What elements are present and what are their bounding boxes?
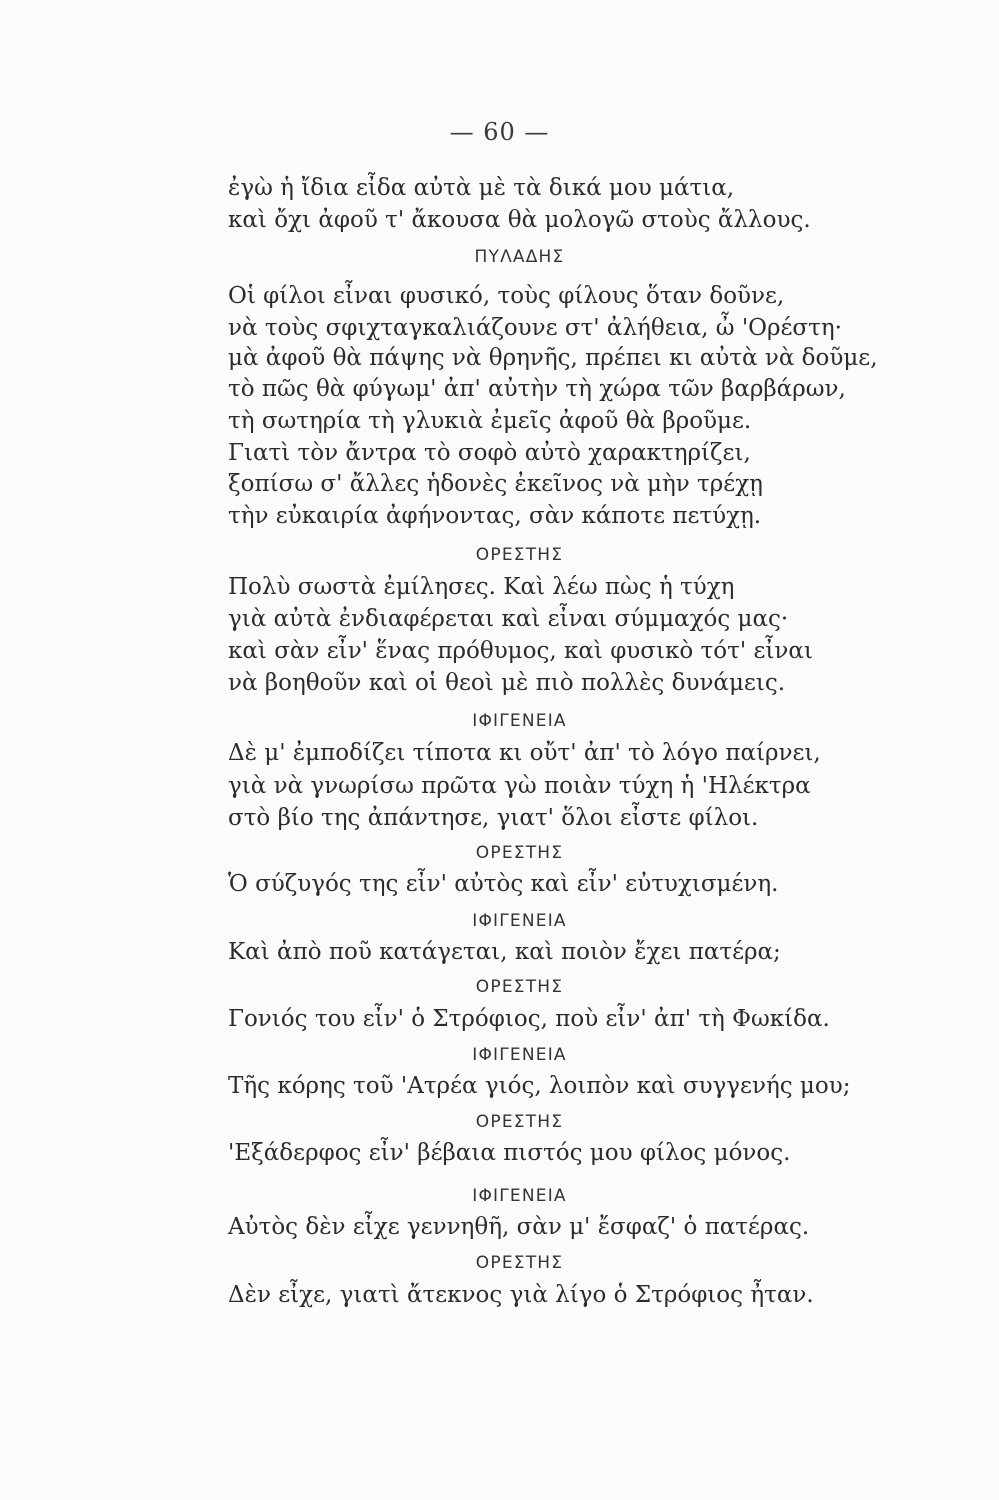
verse-line: στὸ βίο της ἀπάντησε, γιατ' ὅλοι εἶστε φίλοι. [228, 805, 759, 831]
verse-line: Πολὺ σωστὰ ἐμίλησες. Καὶ λέω πὼς ἡ τύχη [228, 574, 735, 600]
speaker-name: ΙΦΙΓΕΝΕΙΑ [472, 711, 567, 731]
verse-line: τὴν εὐκαιρία ἀφήνοντας, σὰν κάποτε πετύχῃ. [228, 503, 762, 529]
speaker-name: ΠΥΛΑΔΗΣ [474, 247, 565, 267]
verse-line: Οἱ φίλοι εἶναι φυσικό, τοὺς φίλους ὅταν δοῦνε, [228, 283, 785, 309]
speaker-name: ΙΦΙΓΕΝΕΙΑ [472, 1045, 567, 1065]
speaker-name: ΟΡΕΣΤΗΣ [475, 1112, 564, 1132]
verse-line: Αὐτὸς δὲν εἶχε γεννηθῆ, σὰν μ' ἔσφαζ' ὁ πατέρας. [228, 1214, 810, 1240]
speaker-name: ΟΡΕΣΤΗΣ [475, 977, 564, 997]
verse-line: Καὶ ἀπὸ ποῦ κατάγεται, καὶ ποιὸν ἔχει πατέρα; [228, 939, 781, 965]
verse-line: μὰ ἀφοῦ θὰ πάψης νὰ θρηνῆς, πρέπει κι αὐτὰ νὰ δοῦμε, [228, 345, 878, 371]
speaker-name: ΟΡΕΣΤΗΣ [475, 545, 564, 565]
verse-line: γιὰ νὰ γνωρίσω πρῶτα γὼ ποιὰν τύχη ἡ 'Ηλέκτρα [228, 773, 811, 799]
verse-line: Δὲν εἶχε, γιατὶ ἄτεκνος γιὰ λίγο ὁ Στρόφιος ἦταν. [228, 1282, 814, 1308]
verse-line: Γονιός του εἶν' ὁ Στρόφιος, ποὺ εἶν' ἀπ' τὴ Φωκίδα. [228, 1006, 830, 1032]
verse-line: καὶ ὄχι ἀφοῦ τ' ἄκουσα θὰ μολογῶ στοὺς ἄλλους. [228, 207, 811, 233]
verse-line: ξοπίσω σ' ἄλλες ἡδονὲς ἐκεῖνος νὰ μὴν τρέχῃ [228, 471, 763, 497]
verse-line: 'Εξάδερφος εἶν' βέβαια πιστός μου φίλος μόνος. [228, 1140, 791, 1166]
verse-line: καὶ σὰν εἶν' ἕνας πρόθυμος, καὶ φυσικὸ τότ' εἶναι [228, 638, 813, 664]
verse-line: Τῆς κόρης τοῦ 'Ατρέα γιός, λοιπὸν καὶ συγγενής μου; [228, 1073, 851, 1099]
speaker-name: ΙΦΙΓΕΝΕΙΑ [472, 1186, 567, 1206]
verse-line: ἐγὼ ἡ ἴδια εἶδα αὐτὰ μὲ τὰ δικά μου μάτια, [228, 175, 735, 201]
speaker-name: ΟΡΕΣΤΗΣ [475, 843, 564, 863]
verse-line: τὸ πῶς θὰ φύγωμ' ἀπ' αὐτὴν τὴ χώρα τῶν βαρβάρων, [228, 376, 846, 402]
verse-line: Γιατὶ τὸν ἄντρα τὸ σοφὸ αὐτὸ χαρακτηρίζει, [228, 440, 751, 466]
verse-line: νὰ βοηθοῦν καὶ οἱ θεοὶ μὲ πιὸ πολλὲς δυνάμεις. [228, 670, 786, 696]
verse-line: Δὲ μ' ἐμποδίζει τίποτα κι οὔτ' ἀπ' τὸ λόγο παίρνει, [228, 740, 821, 766]
verse-line: τὴ σωτηρία τὴ γλυκιὰ ἐμεῖς ἀφοῦ θὰ βροῦμε. [228, 408, 752, 434]
verse-line: νὰ τοὺς σφιχταγκαλιάζουνε στ' ἀλήθεια, ὦ 'Ορέστη· [228, 315, 842, 341]
speaker-name: ΟΡΕΣΤΗΣ [475, 1253, 564, 1273]
page-number: — 60 — [449, 118, 550, 146]
verse-line: Ὁ σύζυγός της εἶν' αὐτὸς καὶ εἶν' εὐτυχισμένη. [228, 871, 779, 897]
speaker-name: ΙΦΙΓΕΝΕΙΑ [472, 911, 567, 931]
verse-line: γιὰ αὐτὰ ἐνδιαφέρεται καὶ εἶναι σύμμαχός μας· [228, 606, 789, 632]
